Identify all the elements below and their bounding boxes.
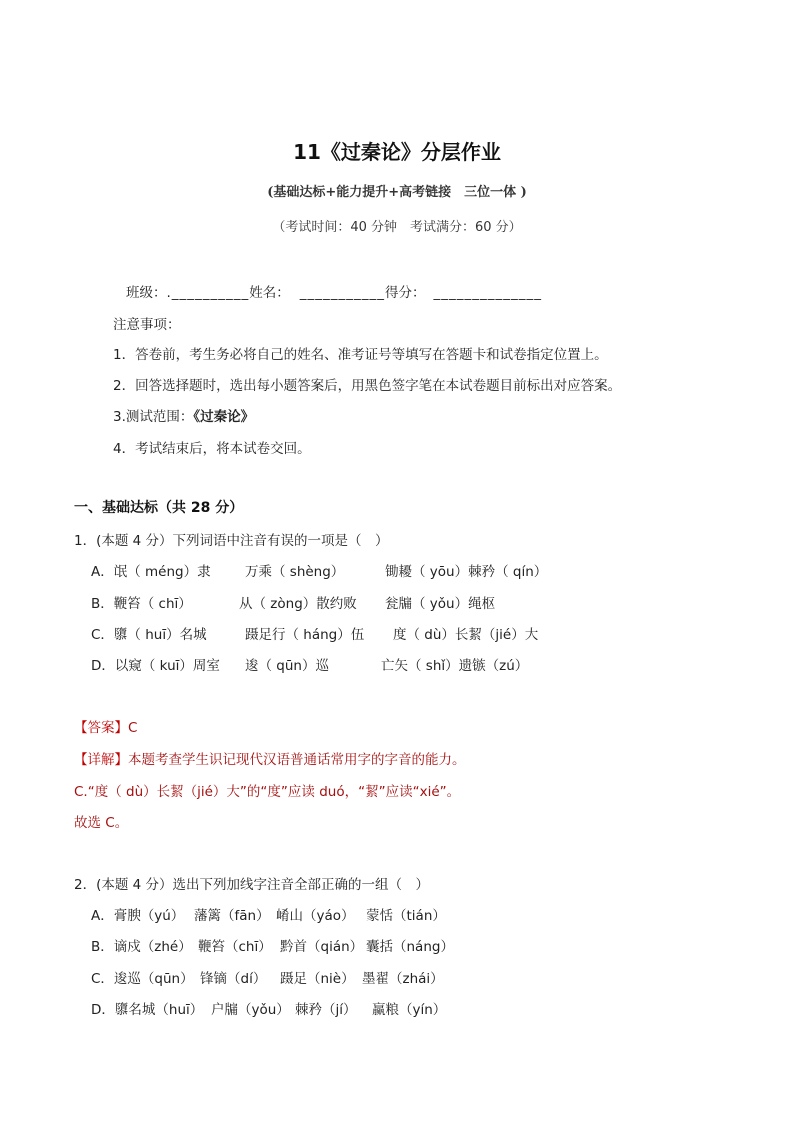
q1-option-c-1: C．隳（ huī）名城 <box>91 627 207 643</box>
q2-option-a-2: 藩篱（fān） <box>194 908 270 924</box>
q1-detail-text: 本题考查学生识记现代汉语普通话常用字的字音的能力。 <box>128 752 466 768</box>
q1-detail <box>74 748 466 768</box>
notice-item-1: 1．答卷前，考生务必将自己的姓名、准考证号等填写在答题卡和试卷指定位置上。 <box>113 347 608 363</box>
q1-option-a-1: A．氓（ méng）隶 <box>91 564 211 580</box>
q2-option-c-2: 锋镝（dí） <box>200 971 267 987</box>
q1-answer <box>74 716 137 736</box>
q2-option-d-3: 棘矜（jí） <box>295 1002 357 1018</box>
notice-item-2: 2．回答选择题时，选出每小题答案后，用黑色签字笔在本试卷题目前标出对应答案。 <box>113 378 622 394</box>
score-label: 得分： <box>385 285 426 301</box>
q2-option-d-4: 赢粮（yín） <box>372 1002 447 1018</box>
q1-option-a-3: 锄耰（ yōu）棘矜（ qín） <box>385 564 548 580</box>
q2-option-c-4: 墨翟（zhái） <box>362 971 444 987</box>
q1-option-d-1: D．以窥（ kuī）周室 <box>91 658 220 674</box>
q2-option-c-1: C．逡巡（qūn） <box>91 971 194 987</box>
notice-item-3-prefix: 3.测试范围： <box>113 409 194 425</box>
notice-item-4: 4．考试结束后，将本试卷交回。 <box>113 441 311 457</box>
q1-detail-tag: 【详解】 <box>74 752 128 768</box>
class-blank[interactable]: .__________ <box>166 285 250 301</box>
section-1-title: 一、基础达标（共 28 分） <box>74 500 244 516</box>
q1-option-b-1: B．鞭笞（ chī） <box>91 596 192 612</box>
document-subtitle: (基础达标+能力提升+高考链接 三位一体 ) <box>267 185 527 200</box>
q2-option-a-3: 崤山（yáo） <box>276 908 355 924</box>
q2-option-d-2: 户牖（yǒu） <box>211 1002 290 1018</box>
q1-option-a-2: 万乘（ shèng） <box>245 564 345 580</box>
q2-option-a-4: 蒙恬（tián） <box>366 908 446 924</box>
q1-option-c-3: 度（ dù）长絜（jié）大 <box>393 627 539 643</box>
q2-option-b-3: 黔首（qián） <box>280 939 364 955</box>
name-blank[interactable]: ___________ <box>299 285 386 301</box>
q1-conclusion: 故选 C。 <box>74 815 129 831</box>
class-label: 班级： <box>126 285 167 301</box>
student-info-fields <box>126 281 542 301</box>
q1-option-c-2: 蹑足行（ háng）伍 <box>245 627 365 643</box>
exam-info: （考试时间：40 分钟 考试满分：60 分） <box>272 220 522 235</box>
q1-option-b-2: 从（ zòng）散约败 <box>239 596 357 612</box>
q1-option-d-2: 逡（ qūn）巡 <box>245 658 329 674</box>
q2-option-b-1: B．谪戍（zhé） <box>91 939 192 955</box>
notice-item-3-scope: 《过秦论》 <box>193 409 255 425</box>
q2-option-a-1: A．膏腴（yú） <box>91 908 185 924</box>
q2-option-b-4: 囊括（náng） <box>366 939 454 955</box>
q2-stem: 2．(本题 4 分）选出下列加线字注音全部正确的一组（ ） <box>74 877 430 893</box>
q2-option-b-2: 鞭笞（chī） <box>198 939 272 955</box>
score-blank[interactable]: ______________ <box>433 285 543 301</box>
q1-answer-value: C <box>128 720 138 736</box>
q1-option-b-3: 瓮牖（ yǒu）绳枢 <box>385 596 496 612</box>
q1-answer-tag: 【答案】 <box>74 720 128 736</box>
q1-explanation: C.“度（ dù）长絜（jié）大”的“度”应读 duó，“絜”应读“xié”。 <box>74 784 461 800</box>
q2-option-d-1: D．隳名城（huī） <box>91 1002 204 1018</box>
notice-title: 注意事项： <box>113 317 181 333</box>
notice-item-3 <box>113 405 254 425</box>
q2-option-c-3: 蹑足（niè） <box>280 971 355 987</box>
q1-stem: 1．(本题 4 分）下列词语中注音有误的一项是（ ） <box>74 533 389 549</box>
document-title: 11《过秦论》分层作业 <box>293 140 501 164</box>
q1-option-d-3: 亡矢（ shǐ）遗镞（zú） <box>381 658 529 674</box>
name-label: 姓名： <box>249 285 290 301</box>
